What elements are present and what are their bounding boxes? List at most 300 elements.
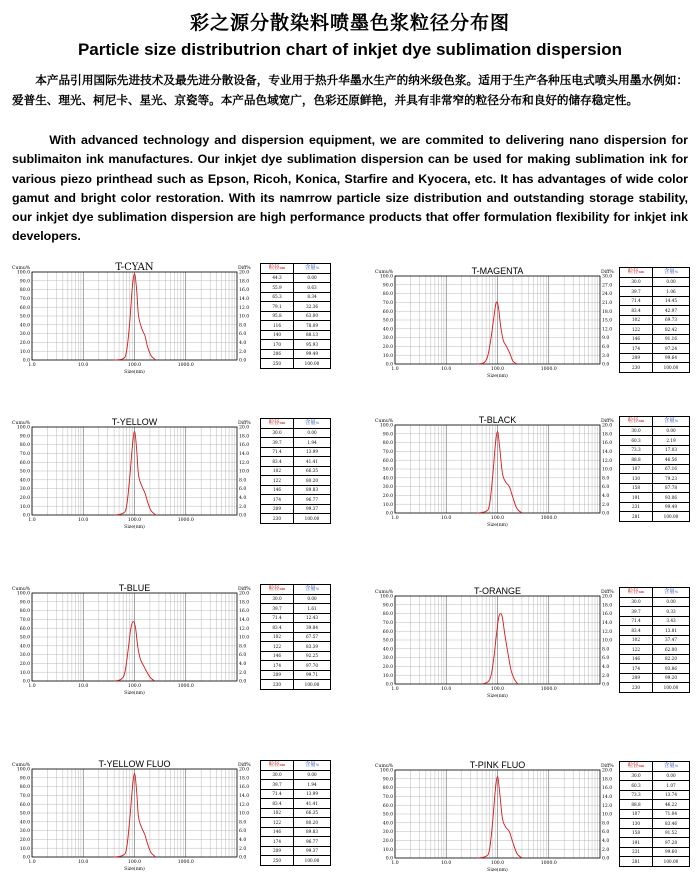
left-tick-label: 30.0: [382, 830, 393, 836]
right-tick-label: 15.0: [602, 318, 613, 324]
table-row: [261, 846, 331, 856]
table-row: [261, 651, 331, 661]
size-cell: 146: [620, 334, 653, 344]
size-cell: 71.4: [261, 447, 294, 457]
chart-title: T-BLUE: [118, 583, 151, 593]
right-tick-label: 0.0: [239, 358, 247, 364]
left-tick-label: 10.0: [382, 353, 393, 359]
right-tick-label: 12.0: [239, 802, 250, 808]
intro-paragraph-english: With advanced technology and dispersion equipment, we are commited to delivering nano dispersion for sublimaiton ink manufactures. Our inkjet dye sublimation dispersion can be used for making sublimation ink for various piezo printhead such as Epson, Ricoh, Konica, Starfire and Kyocera, etc. It has advantages of wide color gamut and bright color restoration. With its namrrow particle size distribution and outstanding storage stability, our inkjet dye sublimation dispersion are high performance products that offer formulation flexibility for inkjet ink developers.: [12, 133, 688, 244]
size-cell: 230: [620, 683, 653, 693]
chart-plot: [10, 759, 250, 879]
content-cell: 99.20: [653, 673, 690, 683]
right-tick-label: 8.0: [239, 644, 247, 650]
x-tick-label: 10.0: [441, 367, 452, 372]
table-header-content: 含量%: [294, 761, 331, 771]
size-cell: 30.0: [261, 770, 294, 780]
right-tick-label: 18.0: [602, 603, 613, 609]
right-tick-label: 12.0: [239, 626, 250, 632]
right-tick-label: 16.0: [239, 609, 250, 615]
size-cell: 107: [620, 809, 653, 819]
size-cell: 39.7: [620, 287, 653, 297]
table-row: [620, 809, 690, 819]
left-tick-label: 70.0: [382, 301, 393, 306]
left-tick-label: 60.0: [19, 305, 30, 311]
left-tick-label: 0.0: [22, 679, 30, 685]
right-tick-label: 14.0: [602, 795, 613, 800]
table-header-size: 粒径nm: [620, 417, 653, 427]
chart-panel: [10, 262, 340, 380]
table-row: [620, 838, 690, 848]
x-tick-label: 1.0: [391, 516, 399, 521]
content-cell: 0.00: [653, 771, 690, 781]
table-header-size: 粒径nm: [620, 762, 653, 772]
chart-plot: [373, 415, 613, 535]
size-cell: 95.8: [261, 311, 294, 321]
content-cell: 79.23: [653, 474, 690, 484]
intro-paragraph-chinese: 本产品引用国际先进技术及最先进分散设备，专业用于热升华墨水生产的纳米级色浆。适用于生产各种压电式喷头用墨水例如：爱普生、理光、柯尼卡、星光、京瓷等。本产品色域宽广，色彩还原鲜艳，并具有非常窄的粒径分布和良好的储存稳定性。: [12, 73, 688, 107]
content-cell: 0.00: [653, 426, 690, 436]
table-row: [261, 311, 331, 321]
x-tick-label: 1.0: [28, 684, 36, 689]
x-axis-label: Size(nm): [487, 868, 508, 873]
x-tick-label: 100.0: [127, 363, 142, 368]
left-tick-label: 100.0: [16, 270, 30, 276]
x-tick-label: 10.0: [78, 860, 89, 865]
x-axis-label: Size(nm): [124, 370, 145, 375]
table-row: [620, 334, 690, 344]
left-tick-label: 60.0: [19, 802, 30, 808]
x-tick-label: 10.0: [78, 518, 89, 523]
table-row: [261, 447, 331, 457]
right-tick-label: 4.0: [239, 341, 247, 346]
right-tick-label: 24.0: [602, 292, 613, 298]
table-row: [620, 483, 690, 493]
right-axis-label: Diff%: [238, 587, 251, 592]
size-cell: 39.7: [261, 604, 294, 614]
content-cell: 100.00: [653, 363, 690, 373]
right-tick-label: 4.0: [239, 838, 247, 843]
size-cell: 30.0: [620, 771, 653, 781]
right-tick-label: 20.0: [239, 591, 250, 597]
left-tick-label: 40.0: [382, 647, 393, 653]
left-tick-label: 10.0: [19, 504, 30, 510]
left-tick-label: 0.0: [385, 362, 393, 368]
x-tick-label: 1.0: [28, 518, 36, 523]
chart-panel: [373, 586, 700, 704]
left-tick-label: 60.0: [19, 626, 30, 632]
left-tick-label: 10.0: [382, 673, 393, 679]
right-tick-label: 8.0: [602, 821, 610, 827]
table-row: [261, 856, 331, 866]
left-tick-label: 80.0: [19, 288, 30, 294]
content-cell: 37.47: [653, 635, 690, 645]
left-tick-label: 60.0: [382, 458, 393, 464]
chart-plot: [10, 417, 250, 537]
size-cell: 174: [261, 495, 294, 505]
table-row: [620, 771, 690, 781]
distribution-curve: [477, 777, 522, 858]
table-row: [261, 789, 331, 799]
right-tick-label: 10.0: [239, 314, 250, 320]
left-tick-label: 50.0: [382, 467, 393, 473]
left-tick-label: 40.0: [19, 644, 30, 650]
table-row: [261, 340, 331, 350]
table-row: [620, 353, 690, 363]
left-tick-label: 30.0: [382, 485, 393, 491]
right-tick-label: 0.0: [239, 513, 247, 519]
content-cell: 89.83: [294, 485, 331, 495]
content-cell: 1.06: [653, 287, 690, 297]
x-tick-label: 10.0: [78, 684, 89, 689]
chart-plot: [373, 586, 613, 706]
x-tick-label: 100.0: [127, 860, 142, 865]
right-tick-label: 10.0: [239, 811, 250, 817]
table-header-content: 含量%: [653, 588, 690, 598]
x-tick-label: 10.0: [78, 363, 89, 368]
content-cell: 91.16: [653, 334, 690, 344]
size-cell: 39.7: [261, 438, 294, 448]
left-tick-label: 0.0: [22, 358, 30, 364]
content-cell: 96.77: [294, 495, 331, 505]
content-cell: 83.39: [294, 642, 331, 652]
particle-size-table: [260, 418, 331, 524]
size-cell: 102: [620, 315, 653, 325]
table-row: [620, 426, 690, 436]
table-row: [261, 283, 331, 293]
size-cell: 122: [261, 818, 294, 828]
right-tick-label: 10.0: [239, 635, 250, 641]
size-cell: 191: [620, 838, 653, 848]
left-tick-label: 70.0: [382, 795, 393, 800]
content-cell: 69.73: [653, 315, 690, 325]
size-cell: 209: [620, 673, 653, 683]
right-tick-label: 2.0: [602, 673, 610, 679]
content-cell: 99.37: [294, 504, 331, 514]
size-cell: 130: [620, 474, 653, 484]
left-tick-label: 80.0: [382, 612, 393, 618]
chart-title: T-BLACK: [478, 415, 517, 425]
right-tick-label: 10.0: [602, 812, 613, 818]
table-row: [620, 436, 690, 446]
table-row: [620, 857, 690, 867]
x-tick-label: 1000.0: [177, 363, 194, 368]
right-tick-label: 0.0: [602, 511, 610, 517]
left-tick-label: 40.0: [382, 327, 393, 333]
left-tick-label: 90.0: [382, 283, 393, 289]
x-tick-label: 1000.0: [540, 687, 557, 692]
table-row: [620, 616, 690, 626]
left-tick-label: 40.0: [382, 476, 393, 482]
table-row: [261, 359, 331, 369]
size-cell: 116: [261, 321, 294, 331]
table-row: [261, 438, 331, 448]
table-row: [261, 321, 331, 331]
content-cell: 99.49: [653, 502, 690, 512]
right-tick-label: 0.0: [602, 682, 610, 688]
left-tick-label: 80.0: [19, 443, 30, 449]
right-axis-label: Diff%: [601, 419, 614, 424]
content-cell: 100.00: [294, 680, 331, 690]
content-cell: 100.00: [294, 856, 331, 866]
right-axis-label: Diff%: [238, 763, 251, 768]
table-header-content: 含量%: [294, 419, 331, 429]
left-tick-label: 60.0: [382, 803, 393, 809]
size-cell: 102: [261, 632, 294, 642]
particle-size-table: [619, 267, 690, 373]
right-tick-label: 18.0: [602, 309, 613, 315]
x-tick-label: 1000.0: [540, 516, 557, 521]
right-tick-label: 6.0: [239, 487, 247, 493]
table-row: [261, 495, 331, 505]
table-row: [620, 474, 690, 484]
size-cell: 231: [620, 502, 653, 512]
left-axis-label: Cumu%: [375, 764, 394, 769]
left-tick-label: 80.0: [382, 441, 393, 447]
table-header-content: 含量%: [653, 417, 690, 427]
content-cell: 87.78: [653, 483, 690, 493]
right-tick-label: 18.0: [239, 279, 250, 285]
size-cell: 209: [620, 353, 653, 363]
size-cell: 73.3: [620, 445, 653, 455]
table-row: [261, 302, 331, 312]
table-row: [620, 654, 690, 664]
left-tick-label: 90.0: [19, 434, 30, 440]
left-axis-label: Cumu%: [12, 763, 31, 768]
content-cell: 1.61: [294, 604, 331, 614]
size-cell: 174: [620, 344, 653, 354]
table-row: [620, 277, 690, 287]
left-tick-label: 80.0: [19, 785, 30, 791]
chart-title: T-ORANGE: [473, 586, 522, 596]
table-row: [620, 493, 690, 503]
size-cell: 191: [620, 493, 653, 503]
left-tick-label: 40.0: [382, 821, 393, 827]
left-tick-label: 30.0: [19, 653, 30, 659]
left-tick-label: 20.0: [19, 496, 30, 501]
size-cell: 170: [261, 340, 294, 350]
distribution-curve: [477, 432, 522, 513]
table-row: [620, 315, 690, 325]
table-row: [261, 780, 331, 790]
table-row: [620, 847, 690, 857]
right-tick-label: 14.0: [602, 621, 613, 626]
table-row: [261, 613, 331, 623]
table-row: [620, 819, 690, 829]
x-axis-label: Size(nm): [487, 694, 508, 699]
left-tick-label: 70.0: [382, 450, 393, 455]
left-tick-label: 100.0: [16, 425, 30, 431]
left-tick-label: 20.0: [382, 665, 393, 670]
right-tick-label: 2.0: [602, 847, 610, 853]
left-tick-label: 90.0: [19, 600, 30, 606]
left-tick-label: 0.0: [385, 856, 393, 862]
right-axis-label: Diff%: [238, 421, 251, 426]
x-tick-label: 1000.0: [177, 684, 194, 689]
right-axis-label: Diff%: [601, 764, 614, 769]
right-tick-label: 8.0: [239, 478, 247, 484]
content-cell: 13.74: [653, 790, 690, 800]
size-cell: 231: [620, 847, 653, 857]
left-tick-label: 90.0: [19, 776, 30, 782]
content-cell: 82.20: [653, 654, 690, 664]
table-row: [261, 485, 331, 495]
content-cell: 100.00: [294, 514, 331, 524]
table-row: [261, 476, 331, 486]
size-cell: 130: [620, 819, 653, 829]
table-row: [261, 632, 331, 642]
content-cell: 96.77: [294, 837, 331, 847]
right-tick-label: 14.0: [239, 452, 250, 457]
right-tick-label: 18.0: [602, 432, 613, 438]
left-tick-label: 70.0: [19, 297, 30, 302]
left-tick-label: 30.0: [382, 656, 393, 662]
content-cell: 8.34: [294, 292, 331, 302]
left-tick-label: 50.0: [19, 811, 30, 817]
right-tick-label: 16.0: [239, 785, 250, 791]
size-cell: 281: [620, 857, 653, 867]
right-tick-label: 14.0: [602, 450, 613, 455]
x-tick-label: 100.0: [490, 516, 505, 521]
table-header-content: 含量%: [294, 264, 331, 274]
left-tick-label: 100.0: [16, 767, 30, 773]
table-row: [620, 781, 690, 791]
right-tick-label: 4.0: [602, 665, 610, 670]
right-tick-label: 12.0: [239, 305, 250, 311]
left-tick-label: 0.0: [385, 511, 393, 517]
table-header-size: 粒径nm: [620, 588, 653, 598]
content-cell: 3.43: [653, 616, 690, 626]
left-tick-label: 60.0: [382, 309, 393, 315]
right-tick-label: 4.0: [602, 839, 610, 844]
left-tick-label: 10.0: [19, 670, 30, 676]
left-tick-label: 20.0: [19, 662, 30, 667]
page-title-english: Particle size distributrion chart of inkjet dye sublimation dispersion: [77, 40, 623, 59]
right-tick-label: 2.0: [239, 846, 247, 852]
right-tick-label: 6.0: [602, 656, 610, 662]
right-tick-label: 16.0: [602, 612, 613, 618]
x-tick-label: 1.0: [28, 860, 36, 865]
particle-size-table: [619, 761, 690, 867]
size-cell: 83.4: [620, 626, 653, 636]
table-row: [261, 661, 331, 671]
size-cell: 30.0: [620, 277, 653, 287]
chart-plot: [373, 760, 613, 880]
size-cell: 107: [620, 464, 653, 474]
right-tick-label: 12.0: [602, 629, 613, 635]
left-tick-label: 0.0: [22, 855, 30, 861]
right-tick-label: 20.0: [239, 270, 250, 276]
right-axis-label: Diff%: [238, 266, 251, 271]
right-tick-label: 14.0: [239, 618, 250, 623]
content-cell: 0.33: [653, 607, 690, 617]
content-cell: 83.46: [653, 819, 690, 829]
chart-title: T-YELLOW FLUO: [98, 759, 171, 769]
left-tick-label: 10.0: [19, 846, 30, 852]
right-tick-label: 18.0: [239, 600, 250, 606]
size-cell: 158: [620, 483, 653, 493]
right-tick-label: 20.0: [239, 767, 250, 773]
content-cell: 91.52: [653, 828, 690, 838]
size-cell: 122: [620, 325, 653, 335]
table-row: [620, 800, 690, 810]
right-tick-label: 16.0: [602, 786, 613, 792]
right-tick-label: 12.0: [602, 803, 613, 809]
chart-title: T-CYAN: [115, 262, 154, 273]
size-cell: 39.7: [261, 780, 294, 790]
table-row: [620, 455, 690, 465]
content-cell: 2.19: [653, 436, 690, 446]
particle-size-table: [619, 587, 690, 693]
size-cell: 146: [261, 485, 294, 495]
right-tick-label: 2.0: [239, 504, 247, 510]
right-tick-label: 6.0: [602, 830, 610, 836]
content-cell: 0.00: [294, 594, 331, 604]
content-cell: 0.00: [653, 277, 690, 287]
table-row: [261, 808, 331, 818]
content-cell: 12.43: [294, 613, 331, 623]
table-header-size: 粒径nm: [620, 268, 653, 278]
page-title-chinese: 彩之源分散染料喷墨色浆粒径分布图: [189, 12, 510, 34]
distribution-curve: [114, 274, 156, 360]
chart-title: T-PINK FLUO: [469, 760, 526, 770]
table-row: [620, 635, 690, 645]
right-tick-label: 20.0: [602, 423, 613, 429]
left-tick-label: 40.0: [19, 820, 30, 826]
table-row: [261, 594, 331, 604]
particle-size-table: [260, 263, 331, 369]
left-tick-label: 30.0: [382, 336, 393, 342]
right-tick-label: 2.0: [239, 670, 247, 676]
size-cell: 44.3: [261, 273, 294, 283]
content-cell: 67.16: [653, 464, 690, 474]
left-tick-label: 100.0: [379, 594, 393, 600]
x-tick-label: 100.0: [490, 367, 505, 372]
size-cell: 30.0: [261, 594, 294, 604]
content-cell: 13.81: [653, 626, 690, 636]
x-tick-label: 1.0: [391, 687, 399, 692]
right-tick-label: 4.0: [239, 496, 247, 501]
content-cell: 62.00: [653, 645, 690, 655]
left-tick-label: 90.0: [382, 603, 393, 609]
content-cell: 100.00: [653, 683, 690, 693]
size-cell: 88.8: [620, 455, 653, 465]
right-tick-label: 10.0: [239, 469, 250, 475]
table-row: [620, 464, 690, 474]
x-axis-label: Size(nm): [124, 867, 145, 872]
size-cell: 83.4: [261, 457, 294, 467]
content-cell: 78.09: [294, 321, 331, 331]
x-tick-label: 10.0: [441, 687, 452, 692]
right-tick-label: 3.0: [602, 353, 610, 359]
x-tick-label: 100.0: [490, 687, 505, 692]
x-tick-label: 100.0: [127, 684, 142, 689]
left-tick-label: 70.0: [19, 618, 30, 623]
table-row: [261, 349, 331, 359]
size-cell: 102: [261, 466, 294, 476]
content-cell: 39.84: [294, 623, 331, 633]
right-tick-label: 10.0: [602, 467, 613, 473]
left-tick-label: 90.0: [382, 777, 393, 783]
right-tick-label: 8.0: [602, 476, 610, 482]
content-cell: 97.24: [653, 344, 690, 354]
size-cell: 71.4: [261, 613, 294, 623]
left-axis-label: Cumu%: [12, 421, 31, 426]
particle-size-table: [260, 760, 331, 866]
right-tick-label: 0.0: [602, 362, 610, 368]
size-cell: 83.4: [261, 799, 294, 809]
size-cell: 209: [261, 846, 294, 856]
